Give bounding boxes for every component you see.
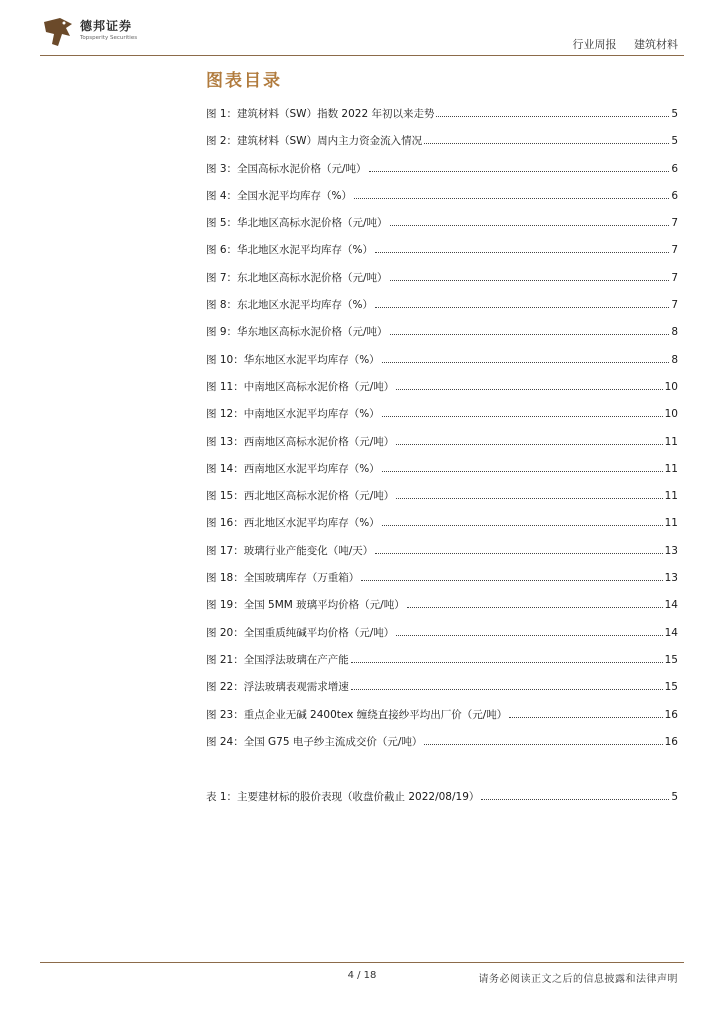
toc-entry-page: 15 xyxy=(664,681,678,694)
toc-entry-label: 图 19：全国 5MM 玻璃平均价格（元/吨） xyxy=(206,599,405,612)
toc-entry-label: 图 10：华东地区水泥平均库存（%） xyxy=(206,353,380,366)
figure-toc-entry[interactable] xyxy=(206,432,678,459)
toc-entry-page: 13 xyxy=(664,572,678,585)
logo-text-cn: 德邦证券 xyxy=(80,19,133,33)
dot-leader xyxy=(361,580,662,581)
figure-toc-entry[interactable] xyxy=(206,186,678,213)
figure-toc-entry[interactable] xyxy=(206,131,678,158)
disclaimer-note: 请务必阅读正文之后的信息披露和法律声明 xyxy=(478,974,678,985)
toc-entry-label: 图 12：中南地区水泥平均库存（%） xyxy=(206,408,380,421)
toc-entry-page: 15 xyxy=(664,653,678,666)
toc-entry-page: 16 xyxy=(664,708,678,721)
dot-leader xyxy=(382,362,670,363)
figure-toc-entry[interactable] xyxy=(206,350,678,377)
dot-leader xyxy=(369,171,670,172)
toc-entry-page: 5 xyxy=(671,108,678,120)
figure-toc-entry[interactable] xyxy=(206,541,678,568)
dot-leader xyxy=(481,799,669,800)
toc-entry-label: 图 16：西北地区水泥平均库存（%） xyxy=(206,517,380,530)
figure-toc-entry[interactable] xyxy=(206,650,678,677)
figure-toc-entry[interactable] xyxy=(206,705,678,732)
toc-entry-page: 6 xyxy=(671,162,678,175)
dot-leader xyxy=(396,498,662,499)
dot-leader xyxy=(424,143,669,144)
dot-leader xyxy=(351,689,663,690)
toc-entry-label: 图 7：东北地区高标水泥价格（元/吨） xyxy=(206,271,388,284)
figure-toc-entry[interactable] xyxy=(206,404,678,431)
figure-toc-entry[interactable] xyxy=(206,159,678,186)
page-number: 4 / 18 xyxy=(347,970,377,981)
toc-entry-label: 图 18：全国玻璃库存（万重箱） xyxy=(206,572,360,585)
figure-toc-entry[interactable] xyxy=(206,268,678,295)
dot-leader xyxy=(390,334,670,335)
toc-entry-page: 13 xyxy=(664,544,678,557)
figure-toc-entry[interactable] xyxy=(206,486,678,513)
table-toc-entry[interactable] xyxy=(206,787,678,814)
figure-toc-entry[interactable] xyxy=(206,623,678,650)
footer-divider xyxy=(40,962,684,963)
figure-toc-entry[interactable] xyxy=(206,568,678,595)
toc-entry-label: 图 23：重点企业无碱 2400tex 缠绕直接纱平均出厂价（元/吨） xyxy=(206,708,508,721)
figure-toc-entry[interactable] xyxy=(206,104,678,131)
table-toc-list xyxy=(206,787,678,814)
header-divider xyxy=(40,55,684,56)
toc-entry-label: 图 4：全国水泥平均库存（%） xyxy=(206,189,352,202)
company-logo xyxy=(40,14,160,50)
toc-entry-label: 图 8：东北地区水泥平均库存（%） xyxy=(206,299,373,312)
header-meta xyxy=(573,36,679,52)
dot-leader xyxy=(382,525,663,526)
figure-toc-entry[interactable] xyxy=(206,377,678,404)
figure-toc-entry[interactable] xyxy=(206,595,678,622)
figure-toc-list xyxy=(206,104,678,759)
dot-leader xyxy=(390,225,670,226)
toc-entry-page: 5 xyxy=(671,135,678,148)
industry-name: 建筑材料 xyxy=(634,38,678,51)
toc-entry-page: 10 xyxy=(664,380,678,393)
toc-entry-label: 图 17：玻璃行业产能变化（吨/天） xyxy=(206,544,374,557)
toc-entry-page: 7 xyxy=(671,299,678,312)
report-type: 行业周报 xyxy=(572,38,617,51)
toc-entry-label: 图 24：全国 G75 电子纱主流成交价（元/吨） xyxy=(206,735,423,748)
dot-leader xyxy=(396,389,662,390)
toc-entry-page: 16 xyxy=(664,735,678,748)
dot-leader xyxy=(396,444,662,445)
dot-leader xyxy=(354,198,669,199)
figure-toc-entry[interactable] xyxy=(206,732,678,759)
dot-leader xyxy=(390,280,670,281)
toc-entry-page: 11 xyxy=(664,517,678,530)
toc-entry-page: 8 xyxy=(671,326,678,339)
figure-toc-entry[interactable] xyxy=(206,213,678,240)
toc-entry-page: 6 xyxy=(671,189,678,202)
toc-entry-page: 5 xyxy=(671,791,678,803)
toc-entry-label: 图 22：浮法玻璃表观需求增速 xyxy=(206,681,349,694)
toc-entry-label: 图 1：建筑材料（SW）指数 2022 年初以来走势 xyxy=(206,108,435,120)
figure-toc-entry[interactable] xyxy=(206,295,678,322)
toc-entry-page: 11 xyxy=(664,490,678,503)
toc-entry-label: 图 21：全国浮法玻璃在产产能 xyxy=(206,653,349,666)
toc-entry-label: 图 15：西北地区高标水泥价格（元/吨） xyxy=(206,490,395,503)
toc-entry-label: 图 11：中南地区高标水泥价格（元/吨） xyxy=(206,380,395,393)
dot-leader xyxy=(382,471,663,472)
toc-entry-label: 图 9：华东地区高标水泥价格（元/吨） xyxy=(206,326,388,339)
dot-leader xyxy=(375,553,662,554)
toc-entry-label: 图 5：华北地区高标水泥价格（元/吨） xyxy=(206,217,388,230)
figure-toc-entry[interactable] xyxy=(206,513,678,540)
toc-entry-label: 图 14：西南地区水泥平均库存（%） xyxy=(206,462,380,475)
toc-entry-label: 图 20：全国重质纯碱平均价格（元/吨） xyxy=(206,626,395,639)
dot-leader xyxy=(375,307,669,308)
dot-leader xyxy=(424,744,662,745)
toc-entry-page: 8 xyxy=(671,353,678,366)
toc-entry-page: 14 xyxy=(664,599,678,612)
figure-toc-entry[interactable] xyxy=(206,677,678,704)
toc-entry-page: 10 xyxy=(664,408,678,421)
toc-entry-page: 7 xyxy=(671,217,678,230)
figure-toc-entry[interactable] xyxy=(206,322,678,349)
logo-text-en: Topsperity Securities xyxy=(80,35,138,41)
logo-icon xyxy=(40,14,76,50)
dot-leader xyxy=(407,607,663,608)
toc-entry-label: 图 13：西南地区高标水泥价格（元/吨） xyxy=(206,435,395,448)
toc-entry-label: 图 3：全国高标水泥价格（元/吨） xyxy=(206,162,367,175)
dot-leader xyxy=(375,252,669,253)
toc-entry-page: 14 xyxy=(664,626,678,639)
figure-toc-entry[interactable] xyxy=(206,240,678,267)
toc-title: 图表目录 xyxy=(206,71,282,91)
dot-leader xyxy=(509,717,662,718)
dot-leader xyxy=(382,416,663,417)
toc-entry-label: 图 2：建筑材料（SW）周内主力资金流入情况 xyxy=(206,135,423,148)
figure-toc-entry[interactable] xyxy=(206,459,678,486)
toc-entry-page: 11 xyxy=(664,435,678,448)
dot-leader xyxy=(351,662,663,663)
dot-leader xyxy=(396,635,662,636)
toc-entry-label: 图 6：华北地区水泥平均库存（%） xyxy=(206,244,373,257)
dot-leader xyxy=(436,116,669,117)
toc-entry-page: 7 xyxy=(671,271,678,284)
toc-entry-label: 表 1：主要建材标的股价表现（收盘价截止 2022/08/19） xyxy=(206,791,480,803)
toc-entry-page: 11 xyxy=(664,462,678,475)
toc-entry-page: 7 xyxy=(671,244,678,257)
